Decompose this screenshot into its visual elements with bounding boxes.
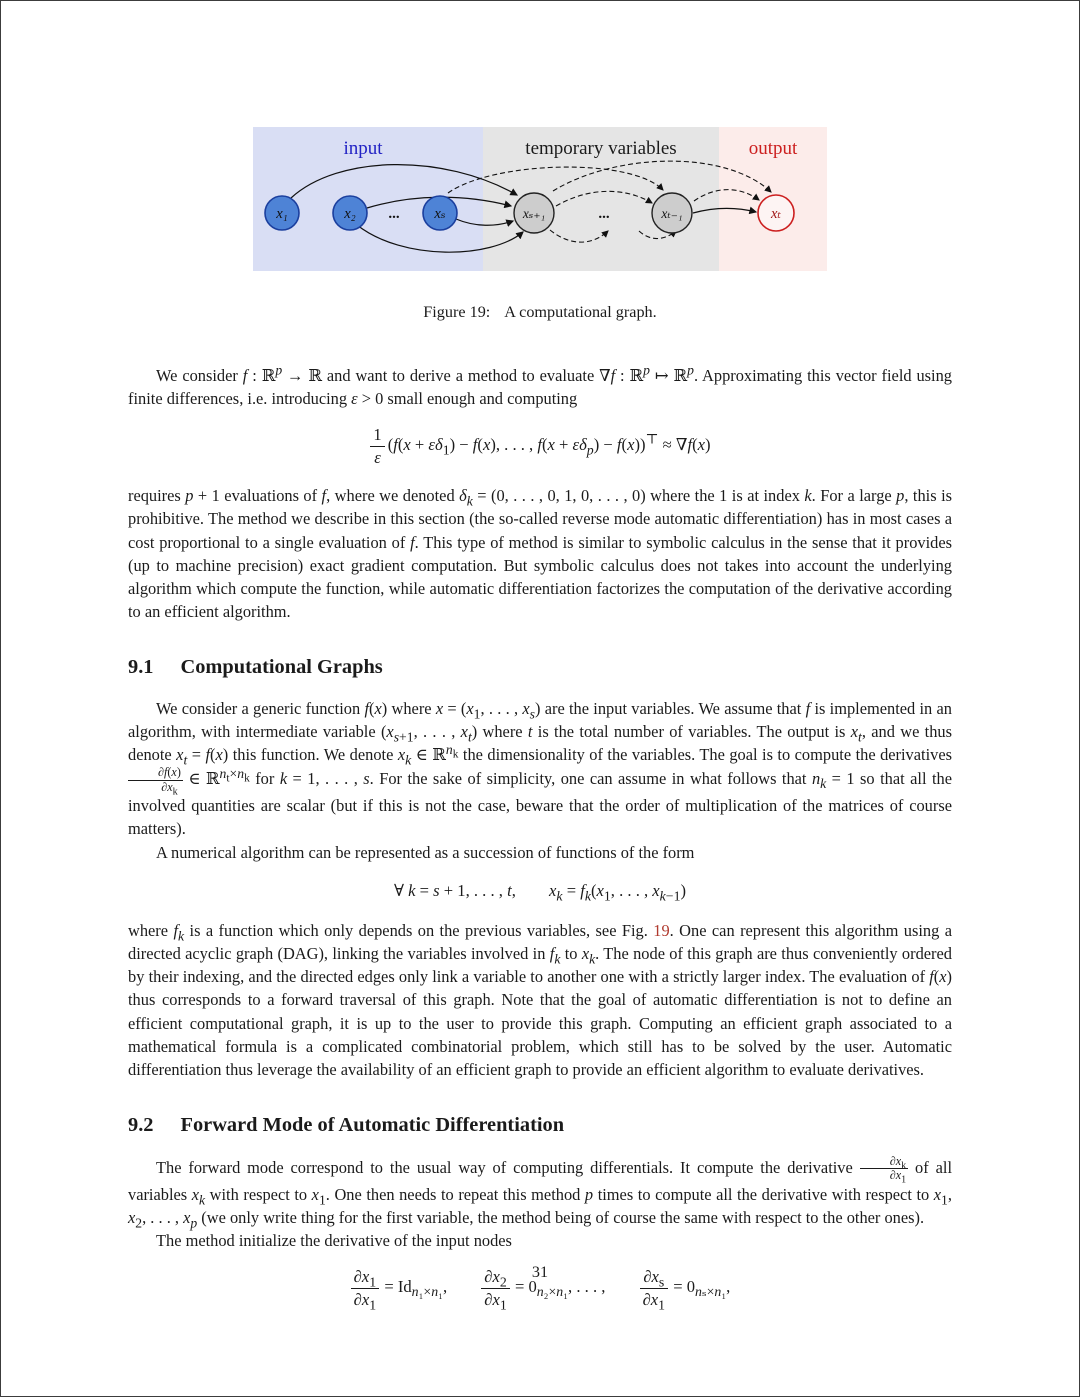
- s91-paragraph-3: where $f_k$ is a function which only depends on the previous variables, see Fig. 19. One can represent this algorithm using a directed acyclic graph (DAG), linking the variables involved in $f_k$ to $x_k$. The node of this graph are thus conveniently ordered by their indexing, and the directed edges only link a variable to another one with a strictly larger index. The evaluation of f(x) thus corresponds to a forward traversal of this graph. Note that the goal of automatic differentiation is not to define an efficient computational graph, it is up to the user to provide this graph. Computing an efficient graph associated to a mathematical formula is a complicated combinatorial problem, which still has to be solved by the user. Automatic differentiation thus leverage the availability of an efficient graph to provide an efficient algorithm to evaluate derivatives.: [128, 921, 953, 1079]
- figure-ref-19[interactable]: 19: [653, 921, 670, 941]
- section-9-1-number: 9.1: [128, 656, 154, 678]
- node-x2-label: x₂: [344, 206, 356, 222]
- computational-graph-figure: [253, 127, 827, 271]
- figure-caption-label: Figure 19:: [423, 303, 491, 321]
- s91-paragraph-1: We consider a generic function f(x) where $x = (x_1$, . . . , $x_s$) are the input variables. We assume that f is implemented in an algorithm, with intermediate variable ($x_{s+1}$, . . . , $x_t$) where t is the total number of variables. The output is $x_t$, and we thus denote $x_t = f(x)$ this function. We denote $x_k$ ∈ ℝ$^{n_k}$ the dimensionality of the variables. The goal is to compute the derivatives $\frac{\partial f(x)}{\partial x_k}$ ∈ ℝ$^{n_t\times n_k}$ for k = 1, . . . , s. For the sake of simplicity, one can assume in what follows that $n_k = 1$ so that all the involved quantities are scalar (but if this is not the case, beware that the order of multiplication of the matrices of course matters).: [128, 698, 953, 839]
- node-xs-label: xₛ: [434, 206, 446, 222]
- equation-derivative-initialization: $\frac{\partial x_1}{\partial x_1}$ = $Id_{n_1\times n_1}$, $\frac{\partial x_2}{\partial x_1}$ = $0_{n_2\times n_1}$, . . . , $\frac{\partial x_s}{\partial x_1}$ = $0_{n_s\times n_1}$,: [128, 1267, 952, 1309]
- node-xt1-label: xₜ₋₁: [661, 206, 683, 221]
- input-ellipsis: ...: [388, 206, 400, 222]
- page-number: 31: [531, 1263, 549, 1282]
- s92-paragraph-2: The method initialize the derivative of the input nodes: [156, 1231, 512, 1251]
- output-region-label: output: [748, 138, 798, 159]
- node-xt-label: xₜ: [770, 206, 782, 222]
- section-9-1-title: Computational Graphs: [180, 656, 383, 678]
- figure-19: [253, 127, 827, 324]
- s91-paragraph-2: A numerical algorithm can be represented as a succession of functions of the form: [156, 842, 695, 862]
- input-region-label: input: [343, 138, 383, 159]
- figure-caption: [253, 301, 827, 324]
- intro-paragraph-2: requires p + 1 evaluations of f, where we denoted $\delta_k = (0$, . . . , 0, 1, 0, . . . , 0) where the 1 is at index k. For a large p, this is prohibitive. The method we describe in this section (the so-called reverse mode automatic differentiation) has in most cases a cost proportional to a single evaluation of f. This type of method is similar to symbolic calculus in the sense that it provides (up to machine precision) exact gradient computation. But symbolic calculus does not takes into account the underlying algorithm which compute the function, while automatic differentiation factorizes the computation of the derivative according to an efficient algorithm.: [128, 486, 953, 621]
- section-9-2-title: Forward Mode of Automatic Differentiation: [180, 1113, 565, 1136]
- section-9-2-heading: [128, 1111, 952, 1140]
- intro-paragraph-1: We consider f : ℝ$^p$ → ℝ and want to derive a method to evaluate ∇f : ℝ$^p$ ↦ ℝ$^p$. Approximating this vector field using finite differences, i.e. introducing ε > 0 small enough and computing: [128, 362, 953, 408]
- node-xs1-label: xₛ₊₁: [522, 206, 546, 221]
- node-x1-label: x₁: [276, 206, 288, 222]
- figure-caption-text: A computational graph.: [504, 303, 657, 321]
- section-9-1-heading: [128, 653, 952, 682]
- equation-succession-of-functions: ∀ k = s + 1, . . . , t, $x_k = f_k(x_1$, . . . , $x_{k-1}$): [393, 880, 687, 904]
- section-9-2-number: 9.2: [128, 1113, 154, 1136]
- temporary-region-label: temporary variables: [525, 138, 677, 159]
- temporary-ellipsis: ...: [598, 206, 610, 222]
- equation-finite-differences: $\frac{1}{\varepsilon}$ ($f(x + \varepsilon\delta_1) - f(x)$, . . . , $f(x + \varepsilon\delta_p) - f(x))^⊤ \approx \nabla f(x)$: [128, 425, 952, 467]
- s92-paragraph-1: The forward mode correspond to the usual way of computing differentials. It compute the derivative $\frac{\partial x_k}{\partial x_1}$ of all variables $x_k$ with respect to $x_1$. One then needs to repeat this method p times to compute all the derivative with respect to $x_1$, $x_2$, . . . , $x_p$ (we only write thing for the first variable, the method being of course the same with respect to the other ones).: [128, 1153, 952, 1231]
